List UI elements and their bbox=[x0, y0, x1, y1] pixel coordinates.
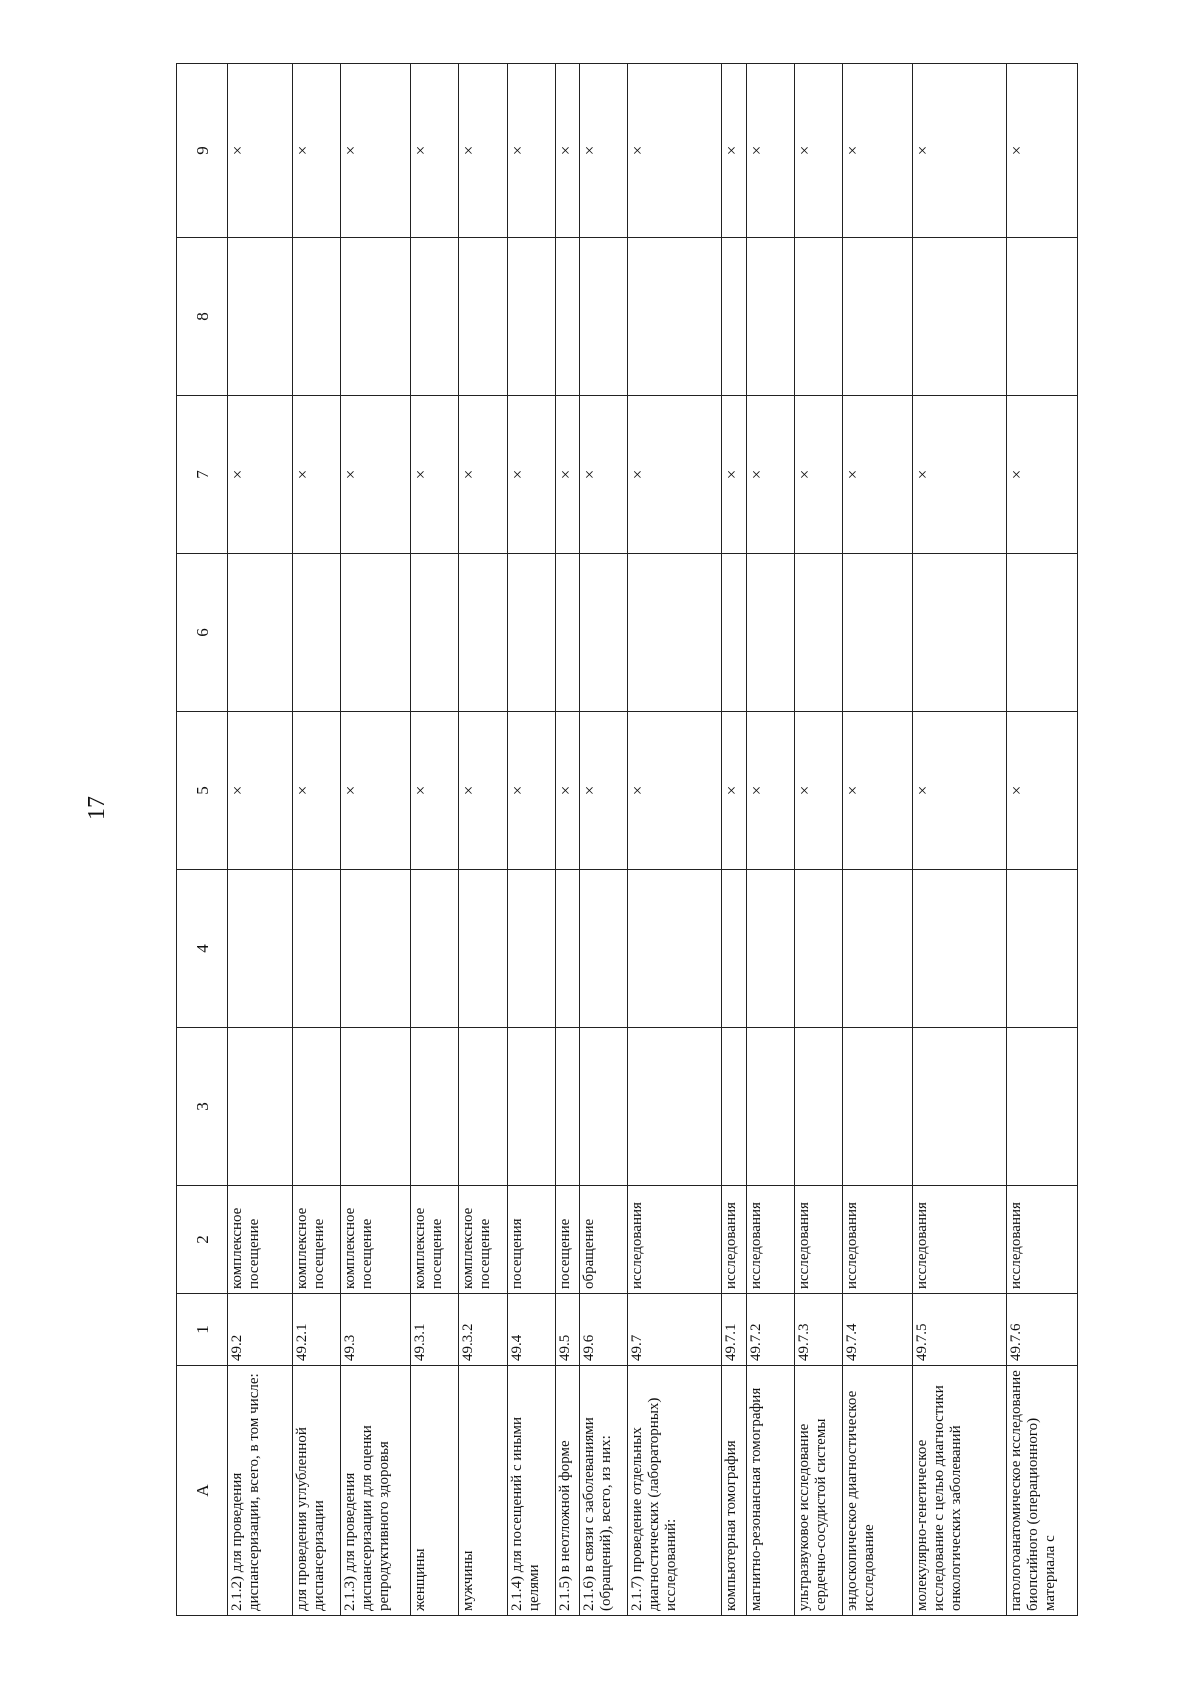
cell-col-7: × bbox=[411, 396, 459, 554]
cell-col-6 bbox=[580, 554, 628, 712]
cell-col-4 bbox=[507, 870, 555, 1028]
row-code: 49.7.5 bbox=[913, 1294, 1007, 1366]
cell-col-4 bbox=[411, 870, 459, 1028]
row-unit: комплексное посещение bbox=[292, 1186, 340, 1294]
cell-col-9: × bbox=[459, 64, 507, 238]
table-row bbox=[580, 64, 628, 1616]
table-row bbox=[913, 64, 1007, 1616]
cell-col-3 bbox=[842, 1028, 912, 1186]
cell-col-3 bbox=[794, 1028, 842, 1186]
row-unit: исследования bbox=[794, 1186, 842, 1294]
cell-col-3 bbox=[228, 1028, 293, 1186]
cell-col-4 bbox=[842, 870, 912, 1028]
column-header: 7 bbox=[177, 396, 228, 554]
cell-col-3 bbox=[913, 1028, 1007, 1186]
cell-col-9: × bbox=[794, 64, 842, 238]
row-unit: исследования bbox=[628, 1186, 722, 1294]
cell-col-8 bbox=[555, 238, 580, 396]
cell-col-4 bbox=[1007, 870, 1078, 1028]
row-unit: исследования bbox=[746, 1186, 794, 1294]
cell-col-4 bbox=[580, 870, 628, 1028]
cell-col-4 bbox=[746, 870, 794, 1028]
cell-col-4 bbox=[228, 870, 293, 1028]
table-row bbox=[292, 64, 340, 1616]
row-label: 2.1.2) для проведения диспансеризации, всего, в том числе: bbox=[228, 1366, 293, 1616]
cell-col-4 bbox=[459, 870, 507, 1028]
cell-col-3 bbox=[628, 1028, 722, 1186]
row-code: 49.6 bbox=[580, 1294, 628, 1366]
row-unit: посещения bbox=[507, 1186, 555, 1294]
cell-col-6 bbox=[340, 554, 410, 712]
cell-col-6 bbox=[507, 554, 555, 712]
table-row bbox=[555, 64, 580, 1616]
cell-col-5: × bbox=[913, 712, 1007, 870]
column-header: 5 bbox=[177, 712, 228, 870]
row-unit: комплексное посещение bbox=[340, 1186, 410, 1294]
row-unit: комплексное посещение bbox=[228, 1186, 293, 1294]
column-header: 1 bbox=[177, 1294, 228, 1366]
cell-col-3 bbox=[555, 1028, 580, 1186]
row-label: компьютерная томография bbox=[722, 1366, 747, 1616]
table-row bbox=[746, 64, 794, 1616]
row-label: для проведения углубленной диспансеризации bbox=[292, 1366, 340, 1616]
row-label: ультразвуковое исследование сердечно-сосудистой системы bbox=[794, 1366, 842, 1616]
cell-col-9: × bbox=[507, 64, 555, 238]
cell-col-5: × bbox=[1007, 712, 1078, 870]
row-label: молекулярно-генетическое исследование с целью диагностики онкологических заболеваний bbox=[913, 1366, 1007, 1616]
column-header: A bbox=[177, 1366, 228, 1616]
cell-col-9: × bbox=[580, 64, 628, 238]
row-code: 49.3.1 bbox=[411, 1294, 459, 1366]
cell-col-5: × bbox=[555, 712, 580, 870]
row-unit: исследования bbox=[722, 1186, 747, 1294]
table-row bbox=[411, 64, 459, 1616]
column-header: 6 bbox=[177, 554, 228, 712]
cell-col-9: × bbox=[842, 64, 912, 238]
table-row bbox=[228, 64, 293, 1616]
row-code: 49.3.2 bbox=[459, 1294, 507, 1366]
table-row bbox=[459, 64, 507, 1616]
cell-col-7: × bbox=[746, 396, 794, 554]
row-unit: комплексное посещение bbox=[411, 1186, 459, 1294]
cell-col-3 bbox=[722, 1028, 747, 1186]
cell-col-6 bbox=[459, 554, 507, 712]
column-header: 8 bbox=[177, 238, 228, 396]
row-code: 49.7 bbox=[628, 1294, 722, 1366]
cell-col-6 bbox=[228, 554, 293, 712]
row-label: 2.1.7) проведение отдельных диагностических (лабораторных) исследований: bbox=[628, 1366, 722, 1616]
cell-col-8 bbox=[459, 238, 507, 396]
cell-col-7: × bbox=[794, 396, 842, 554]
row-label: мужчины bbox=[459, 1366, 507, 1616]
cell-col-7: × bbox=[340, 396, 410, 554]
cell-col-7: × bbox=[459, 396, 507, 554]
cell-col-8 bbox=[507, 238, 555, 396]
column-header: 3 bbox=[177, 1028, 228, 1186]
cell-col-7: × bbox=[507, 396, 555, 554]
row-code: 49.4 bbox=[507, 1294, 555, 1366]
cell-col-5: × bbox=[842, 712, 912, 870]
row-label: 2.1.3) для проведения диспансеризации для оценки репродуктивного здоровья bbox=[340, 1366, 410, 1616]
cell-col-6 bbox=[722, 554, 747, 712]
cell-col-9: × bbox=[722, 64, 747, 238]
cell-col-7: × bbox=[722, 396, 747, 554]
cell-col-7: × bbox=[580, 396, 628, 554]
table-row bbox=[722, 64, 747, 1616]
cell-col-5: × bbox=[507, 712, 555, 870]
cell-col-8 bbox=[411, 238, 459, 396]
cell-col-3 bbox=[1007, 1028, 1078, 1186]
row-code: 49.7.2 bbox=[746, 1294, 794, 1366]
row-label: эндоскопическое диагностическое исследование bbox=[842, 1366, 912, 1616]
table-container bbox=[176, 64, 1078, 1616]
row-unit: обращение bbox=[580, 1186, 628, 1294]
cell-col-3 bbox=[507, 1028, 555, 1186]
cell-col-8 bbox=[746, 238, 794, 396]
cell-col-9: × bbox=[555, 64, 580, 238]
cell-col-3 bbox=[580, 1028, 628, 1186]
cell-col-4 bbox=[794, 870, 842, 1028]
cell-col-8 bbox=[913, 238, 1007, 396]
cell-col-7: × bbox=[555, 396, 580, 554]
cell-col-4 bbox=[340, 870, 410, 1028]
column-header: 4 bbox=[177, 870, 228, 1028]
cell-col-3 bbox=[746, 1028, 794, 1186]
cell-col-5: × bbox=[746, 712, 794, 870]
cell-col-4 bbox=[913, 870, 1007, 1028]
cell-col-9: × bbox=[628, 64, 722, 238]
row-code: 49.7.4 bbox=[842, 1294, 912, 1366]
row-unit: исследования bbox=[913, 1186, 1007, 1294]
cell-col-5: × bbox=[722, 712, 747, 870]
table-row bbox=[507, 64, 555, 1616]
cell-col-5: × bbox=[292, 712, 340, 870]
cell-col-8 bbox=[340, 238, 410, 396]
cell-col-6 bbox=[411, 554, 459, 712]
cell-col-5: × bbox=[628, 712, 722, 870]
row-code: 49.7.3 bbox=[794, 1294, 842, 1366]
row-code: 49.7.6 bbox=[1007, 1294, 1078, 1366]
cell-col-7: × bbox=[628, 396, 722, 554]
cell-col-4 bbox=[628, 870, 722, 1028]
row-unit: посещение bbox=[555, 1186, 580, 1294]
cell-col-6 bbox=[555, 554, 580, 712]
column-header: 2 bbox=[177, 1186, 228, 1294]
cell-col-9: × bbox=[292, 64, 340, 238]
row-label: 2.1.6) в связи с заболеваниями (обращений), всего, из них: bbox=[580, 1366, 628, 1616]
cell-col-5: × bbox=[228, 712, 293, 870]
cell-col-5: × bbox=[340, 712, 410, 870]
row-code: 49.2.1 bbox=[292, 1294, 340, 1366]
cell-col-4 bbox=[555, 870, 580, 1028]
cell-col-6 bbox=[842, 554, 912, 712]
column-header: 9 bbox=[177, 64, 228, 238]
cell-col-5: × bbox=[580, 712, 628, 870]
cell-col-7: × bbox=[292, 396, 340, 554]
cell-col-3 bbox=[459, 1028, 507, 1186]
cell-col-8 bbox=[228, 238, 293, 396]
table-row bbox=[842, 64, 912, 1616]
cell-col-4 bbox=[722, 870, 747, 1028]
cell-col-8 bbox=[292, 238, 340, 396]
cell-col-4 bbox=[292, 870, 340, 1028]
cell-col-5: × bbox=[411, 712, 459, 870]
table-row bbox=[794, 64, 842, 1616]
row-unit: исследования bbox=[1007, 1186, 1078, 1294]
row-unit: исследования bbox=[842, 1186, 912, 1294]
cell-col-9: × bbox=[340, 64, 410, 238]
row-label: магнитно-резонансная томография bbox=[746, 1366, 794, 1616]
cell-col-8 bbox=[580, 238, 628, 396]
cell-col-7: × bbox=[1007, 396, 1078, 554]
cell-col-8 bbox=[842, 238, 912, 396]
cell-col-3 bbox=[292, 1028, 340, 1186]
cell-col-5: × bbox=[459, 712, 507, 870]
cell-col-5: × bbox=[794, 712, 842, 870]
cell-col-9: × bbox=[411, 64, 459, 238]
cell-col-6 bbox=[746, 554, 794, 712]
table-row bbox=[340, 64, 410, 1616]
cell-col-3 bbox=[411, 1028, 459, 1186]
row-code: 49.5 bbox=[555, 1294, 580, 1366]
cell-col-8 bbox=[628, 238, 722, 396]
cell-col-8 bbox=[722, 238, 747, 396]
cell-col-9: × bbox=[1007, 64, 1078, 238]
header-row bbox=[177, 64, 228, 1616]
row-code: 49.3 bbox=[340, 1294, 410, 1366]
cell-col-7: × bbox=[913, 396, 1007, 554]
cell-col-7: × bbox=[842, 396, 912, 554]
row-label: женщины bbox=[411, 1366, 459, 1616]
page-number: 17 bbox=[84, 796, 110, 820]
row-code: 49.7.1 bbox=[722, 1294, 747, 1366]
cell-col-6 bbox=[913, 554, 1007, 712]
data-table bbox=[176, 63, 1078, 1616]
row-code: 49.2 bbox=[228, 1294, 293, 1366]
cell-col-6 bbox=[794, 554, 842, 712]
row-unit: комплексное посещение bbox=[459, 1186, 507, 1294]
cell-col-8 bbox=[1007, 238, 1078, 396]
row-label: 2.1.5) в неотложной форме bbox=[555, 1366, 580, 1616]
cell-col-7: × bbox=[228, 396, 293, 554]
table-row bbox=[1007, 64, 1078, 1616]
row-label: 2.1.4) для посещений с иными целями bbox=[507, 1366, 555, 1616]
cell-col-9: × bbox=[746, 64, 794, 238]
cell-col-6 bbox=[628, 554, 722, 712]
cell-col-6 bbox=[292, 554, 340, 712]
cell-col-9: × bbox=[913, 64, 1007, 238]
cell-col-8 bbox=[794, 238, 842, 396]
cell-col-9: × bbox=[228, 64, 293, 238]
row-label: патологоанатомическое исследование биопсийного (операционного) материала с bbox=[1007, 1366, 1078, 1616]
cell-col-6 bbox=[1007, 554, 1078, 712]
table-row bbox=[628, 64, 722, 1616]
cell-col-3 bbox=[340, 1028, 410, 1186]
